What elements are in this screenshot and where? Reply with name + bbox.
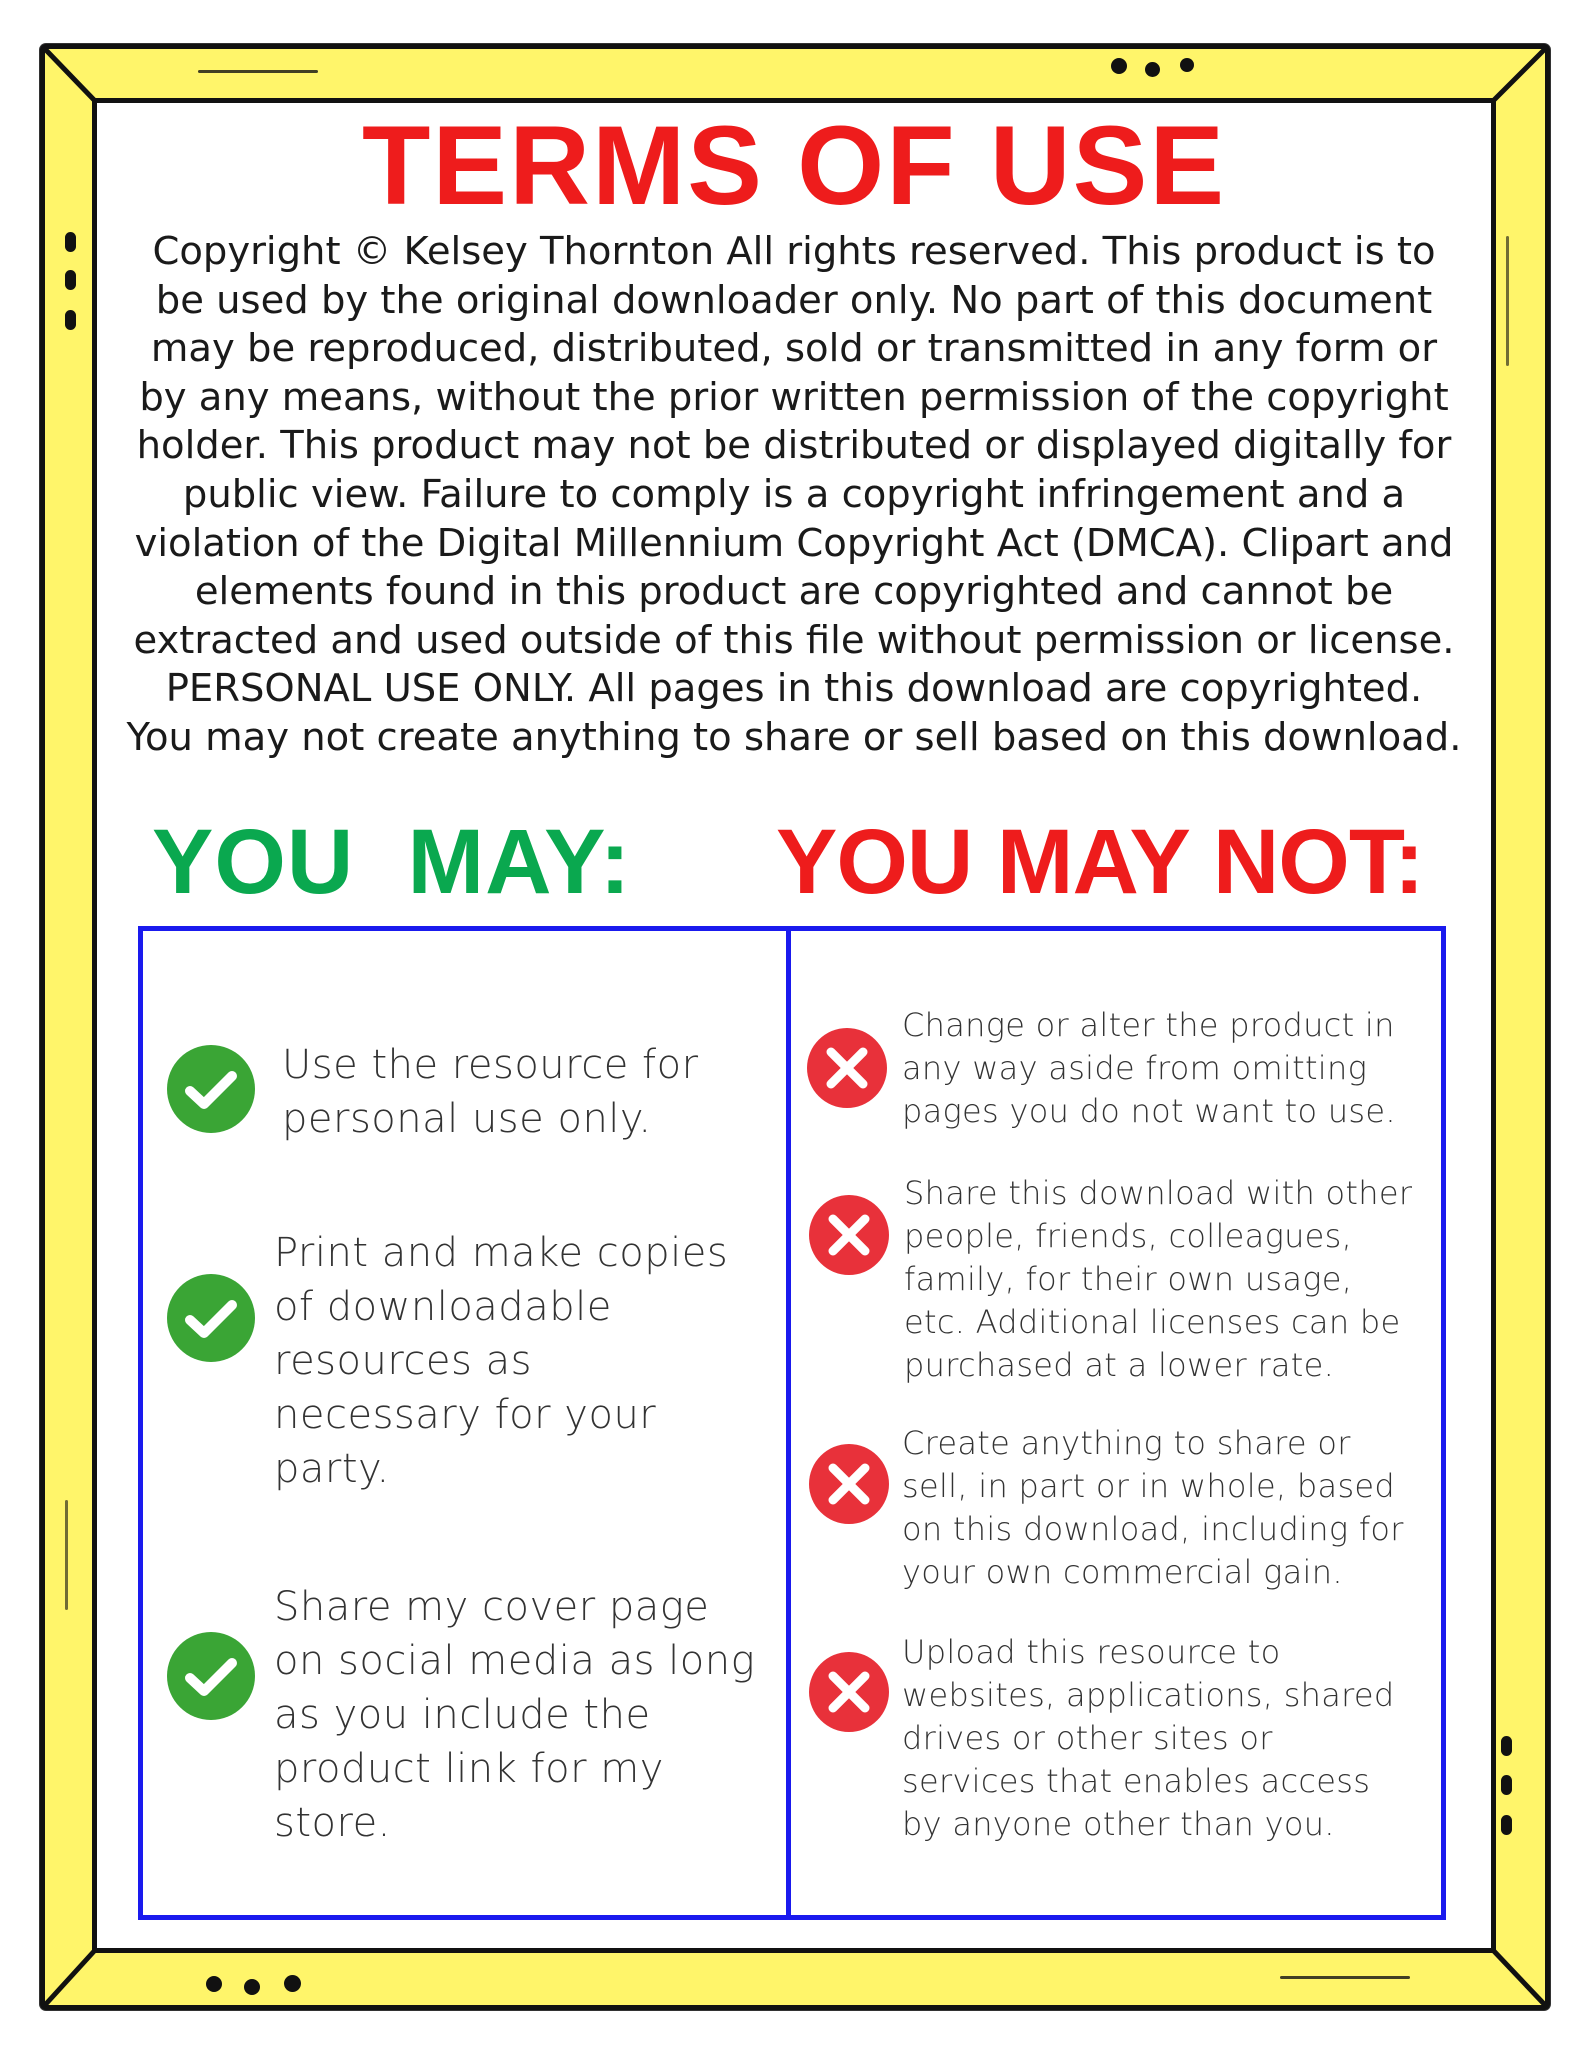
forbidden-line: any way aside from omitting [902, 1049, 1368, 1087]
forbidden-line: sell, in part or in whole, based [902, 1467, 1396, 1505]
allowed-line: Share my cover page [274, 1584, 710, 1630]
allowed-line: party. [274, 1446, 390, 1492]
check-circle-icon [166, 1631, 256, 1721]
table-divider [786, 926, 791, 1920]
frame-dot [1111, 58, 1127, 74]
allowed-line: personal use only. [282, 1096, 652, 1142]
frame-dash [1501, 1815, 1512, 1835]
frame-dot [206, 1976, 222, 1992]
forbidden-line: purchased at a lower rate. [904, 1346, 1335, 1384]
copyright-notice [122, 228, 1466, 763]
x-circle-icon [808, 1443, 890, 1525]
notice-line: be used by the original downloader only. No part of this document [155, 277, 1433, 323]
forbidden-line: etc. Additional licenses can be [904, 1303, 1401, 1341]
check-circle-icon [166, 1273, 256, 1363]
allowed-line: Print and make copies [274, 1230, 729, 1276]
notice-line: You may not create anything to share or sell based on this download. [126, 714, 1462, 760]
x-circle-icon [808, 1651, 890, 1733]
notice-line: by any means, without the prior written permission of the copyright [139, 374, 1449, 420]
forbidden-line: drives or other sites or [902, 1719, 1273, 1757]
forbidden-line: websites, applications, shared [902, 1676, 1395, 1714]
forbidden-line: people, friends, colleagues, [904, 1217, 1353, 1255]
frame-dash [65, 270, 76, 290]
frame-stroke [1506, 236, 1509, 366]
notice-line: Copyright © Kelsey Thornton All rights reserved. This product is to [152, 229, 1436, 274]
frame-stroke [65, 1500, 68, 1610]
x-circle-icon [806, 1027, 888, 1109]
notice-line: public view. Failure to comply is a copyright infringement and a [182, 471, 1406, 517]
frame-stroke [1280, 1976, 1410, 1979]
forbidden-line: your own commercial gain. [902, 1553, 1343, 1591]
notice-line: violation of the Digital Millennium Copyright Act (DMCA). Clipart and [134, 520, 1454, 566]
allowed-line: as you include the [274, 1692, 651, 1738]
forbidden-line: Change or alter the product in [902, 1006, 1395, 1044]
notice-line: PERSONAL USE ONLY. All pages in this download are copyrighted. [165, 666, 1423, 712]
frame-dot [1145, 62, 1160, 77]
you-may-heading: YOU MAY: [152, 811, 632, 913]
forbidden-line: pages you do not want to use. [902, 1092, 1396, 1130]
forbidden-line: services that enables access [902, 1762, 1371, 1800]
you-may-not-heading: YOU MAY NOT: [776, 811, 1424, 913]
frame-stroke [198, 70, 318, 73]
forbidden-line: Create anything to share or [902, 1424, 1351, 1462]
forbidden-line: family, for their own usage, [904, 1260, 1353, 1298]
notice-line: extracted and used outside of this file without permission or license. [133, 617, 1455, 663]
check-circle-icon [166, 1044, 256, 1134]
allowed-line: of downloadable [274, 1284, 612, 1330]
allowed-line: resources as [274, 1338, 532, 1384]
frame-dash [65, 310, 76, 330]
frame-dash [1501, 1736, 1512, 1756]
frame-dash [1501, 1775, 1512, 1795]
forbidden-line: Upload this resource to [902, 1633, 1281, 1671]
page-title: TERMS OF USE [361, 103, 1227, 228]
x-circle-icon [808, 1194, 890, 1276]
frame-dot [284, 1975, 301, 1992]
frame-dash [65, 232, 76, 252]
forbidden-line: Share this download with other [904, 1174, 1413, 1212]
forbidden-line: by anyone other than you. [902, 1805, 1335, 1843]
allowed-line: necessary for your [274, 1392, 657, 1438]
allowed-line: store. [274, 1800, 391, 1846]
frame-dot [244, 1979, 260, 1995]
notice-line: may be reproduced, distributed, sold or transmitted in any form or [150, 326, 1438, 372]
forbidden-line: on this download, including for [902, 1510, 1404, 1548]
notice-line: holder. This product may not be distributed or displayed digitally for [136, 423, 1452, 469]
allowed-line: on social media as long [274, 1638, 756, 1684]
frame-dot [1180, 58, 1194, 72]
notice-line: elements found in this product are copyrighted and cannot be [194, 569, 1394, 615]
allowed-line: product link for my [274, 1746, 664, 1792]
allowed-line: Use the resource for [282, 1042, 699, 1088]
